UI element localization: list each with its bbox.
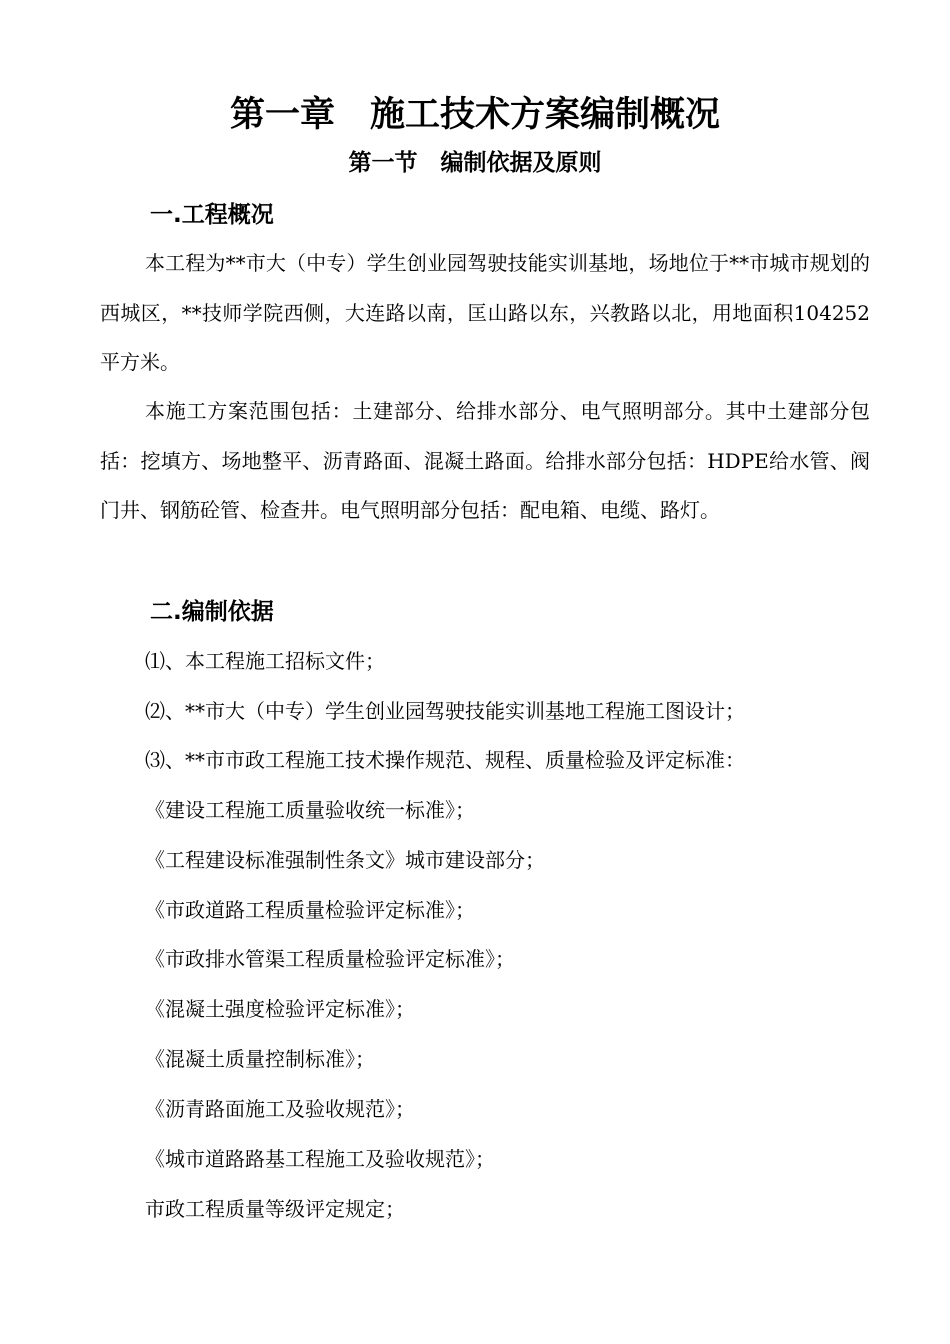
basis-list-item: ⑶、**市市政工程施工技术操作规范、规程、质量检验及评定标准： bbox=[145, 748, 745, 772]
heading-basis: 二.编制依据 bbox=[150, 599, 274, 625]
chapter-title: 第一章 施工技术方案编制概况 bbox=[229, 95, 720, 135]
standard-list-item: 《混凝土质量控制标准》； bbox=[145, 1047, 375, 1071]
paragraph-scope: 本施工方案范围包括：土建部分、给排水部分、电气照明部分。其中土建部分包括：挖填方、场地整平、沥青路面、混凝土路面。给排水部分包括：HDPE给水管、阀门井、钢筋砼管、检查井。电气照明部分包括：配电箱、电缆、路灯。 bbox=[100, 399, 870, 522]
section-title: 第一节 编制依据及原则 bbox=[348, 150, 602, 176]
standard-list-item: 《城市道路路基工程施工及验收规范》； bbox=[145, 1147, 495, 1171]
standard-list-item: 市政工程质量等级评定规定； bbox=[145, 1197, 405, 1221]
standard-list-item: 《市政排水管渠工程质量检验评定标准》； bbox=[145, 947, 515, 971]
standard-list-item: 《市政道路工程质量检验评定标准》； bbox=[145, 898, 475, 922]
basis-list-item: ⑴、本工程施工招标文件； bbox=[145, 649, 385, 673]
basis-list-item: ⑵、**市大（中专）学生创业园驾驶技能实训基地工程施工图设计； bbox=[145, 699, 745, 723]
standard-list-item: 《建设工程施工质量验收统一标准》； bbox=[145, 798, 475, 822]
standard-list-item: 《工程建设标准强制性条文》城市建设部分； bbox=[145, 848, 545, 872]
standard-list-item: 《沥青路面施工及验收规范》； bbox=[145, 1097, 415, 1121]
heading-project-overview: 一.工程概况 bbox=[150, 202, 274, 228]
standard-list-item: 《混凝土强度检验评定标准》； bbox=[145, 997, 415, 1021]
paragraph-project-location: 本工程为**市大（中专）学生创业园驾驶技能实训基地，场地位于**市城市规划的西城区，**技师学院西侧，大连路以南，匡山路以东，兴教路以北，用地面积104252平方米。 bbox=[100, 251, 870, 374]
